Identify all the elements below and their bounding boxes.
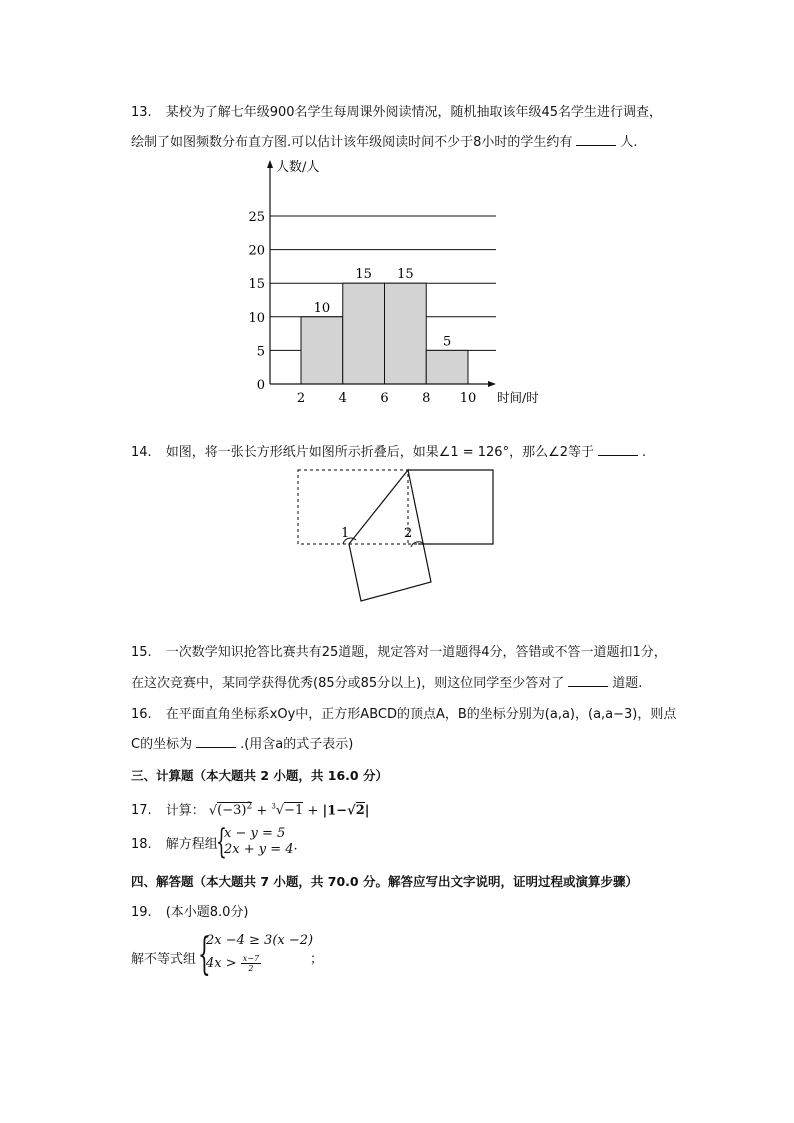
paper-dashed-part	[298, 470, 408, 544]
x-tick-label: 4	[338, 391, 347, 406]
section-3-heading: 三、计算题（本大题共 2 小题，共 16.0 分）	[131, 768, 388, 783]
folded-flap	[349, 470, 431, 601]
question-number: 16.	[131, 707, 152, 722]
question-text: 绘制了如图频数分布直方图.可以估计该年级阅读时间不少于8小时的学生约有	[131, 135, 573, 150]
question-text: 如图，将一张长方形纸片如图所示折叠后，如果∠1 = 126°，那么∠2等于	[165, 445, 595, 460]
question-text-end: .(用含a的式子表示)	[240, 737, 354, 752]
x-axis-arrow-icon	[488, 381, 496, 387]
bar-data-label: 10	[313, 300, 331, 316]
answer-blank	[196, 735, 236, 748]
question-number: 13.	[131, 105, 152, 120]
y-tick-label: 20	[248, 243, 265, 259]
q16-line1	[131, 705, 676, 725]
folding-diagram	[0, 460, 794, 610]
radical-sign-icon: √	[347, 803, 356, 819]
abs-right: |	[364, 803, 370, 819]
radical-sign-icon: √	[208, 803, 218, 819]
question-text: 某校为了解七年级900名学生每周课外阅读情况，随机抽取该年级45名学生进行调查，	[165, 105, 663, 120]
question-label: 计算：	[165, 803, 205, 819]
abs-expression	[323, 802, 370, 818]
question-text-end: 道题.	[612, 676, 643, 691]
question-number: 17.	[131, 803, 152, 819]
system-brace: {	[216, 822, 227, 862]
radicand: −1	[284, 803, 304, 819]
question-text: 一次数学知识抢答比赛共有25道题，规定答对一道题得4分，答错或不答一道题扣1分，	[165, 645, 667, 660]
answer-blank	[576, 133, 616, 146]
fraction-denominator: 2	[248, 964, 254, 973]
question-text: 在这次竞赛中，某同学获得优秀(85分或85分以上)，则这位同学至少答对了	[131, 676, 565, 691]
radicand-text: (−3)	[217, 803, 247, 819]
equation-2-text: 2x + y = 4	[224, 842, 294, 857]
bar-data-label: 15	[397, 267, 414, 283]
question-text: C的坐标为	[131, 737, 193, 752]
y-tick-label: 5	[256, 344, 265, 360]
bar	[385, 283, 427, 384]
q17-line	[131, 797, 370, 821]
question-text: 在平面直角坐标系xOy中，正方形ABCD的顶点A，B的坐标分别为(a,a)，(a,a−3)，则点	[165, 707, 677, 722]
radical-sign-icon: √	[275, 803, 285, 819]
histogram-chart	[0, 150, 794, 430]
bar-data-label: 15	[355, 267, 372, 283]
radicand	[217, 802, 252, 818]
section-4-heading: 四、解答题（本大题共 7 小题，共 70.0 分。解答应写出文字说明，证明过程或演算步骤）	[131, 874, 638, 889]
question-header: (本小题8.0分)	[165, 905, 249, 920]
question-text-end: .	[642, 445, 647, 460]
question-label: 解方程组	[165, 837, 218, 852]
x-tick-label: 10	[459, 391, 477, 406]
exponent: 2	[246, 802, 253, 812]
x-tick-label: 2	[296, 391, 306, 406]
question-number: 19.	[131, 905, 152, 920]
q19-header	[131, 903, 249, 923]
bar-data-label: 5	[442, 334, 452, 350]
angle-1-label: 1	[341, 526, 350, 541]
equation-1: x − y = 5	[224, 826, 286, 841]
question-text-end: 人.	[620, 135, 638, 150]
question-number: 15.	[131, 645, 152, 660]
radicand: 2	[355, 803, 365, 819]
bar	[343, 283, 385, 384]
q15-line2	[131, 674, 642, 694]
q15-line1	[131, 643, 667, 663]
plus-sign: +	[256, 803, 268, 819]
sqrt-expression	[209, 802, 252, 818]
question-number: 14.	[131, 445, 152, 460]
equation-2	[224, 842, 298, 857]
root-index: 3	[271, 803, 276, 811]
answer-blank	[568, 674, 608, 687]
q13-line1	[131, 103, 662, 123]
fraction-numerator: x−7	[242, 954, 260, 963]
question-label: 解不等式组	[131, 952, 197, 967]
y-tick-label: 10	[248, 310, 265, 326]
bar	[301, 317, 343, 384]
bar	[426, 350, 468, 384]
y-axis-arrow-icon	[267, 160, 273, 168]
q18-line	[131, 835, 218, 855]
angle-2-label: 2	[404, 526, 413, 541]
equation-tail: ·	[293, 842, 298, 857]
x-axis-label: 时间/时	[497, 390, 539, 405]
q19-label	[131, 950, 196, 970]
y-tick-label: 0	[256, 378, 265, 393]
inequality-2-left: 4x >	[206, 956, 237, 971]
answer-blank	[598, 443, 638, 456]
inequality-1: 2x −4 ≥ 3(x −2)	[206, 933, 314, 948]
inequality-2	[206, 954, 261, 973]
fraction	[241, 954, 261, 973]
y-tick-label: 15	[248, 277, 265, 293]
q16-line2	[131, 735, 353, 755]
system-brace: {	[198, 929, 211, 980]
y-tick-label: 25	[248, 210, 265, 225]
y-axis-label: 人数/人	[276, 160, 320, 175]
question-number: 18.	[131, 837, 152, 852]
plus-sign: +	[307, 803, 319, 819]
abs-left: |1−	[322, 803, 348, 819]
q19-tail: ；	[310, 952, 324, 967]
cuberoot-expression	[271, 803, 303, 818]
x-tick-label: 6	[380, 391, 389, 406]
x-tick-label: 8	[422, 391, 431, 406]
